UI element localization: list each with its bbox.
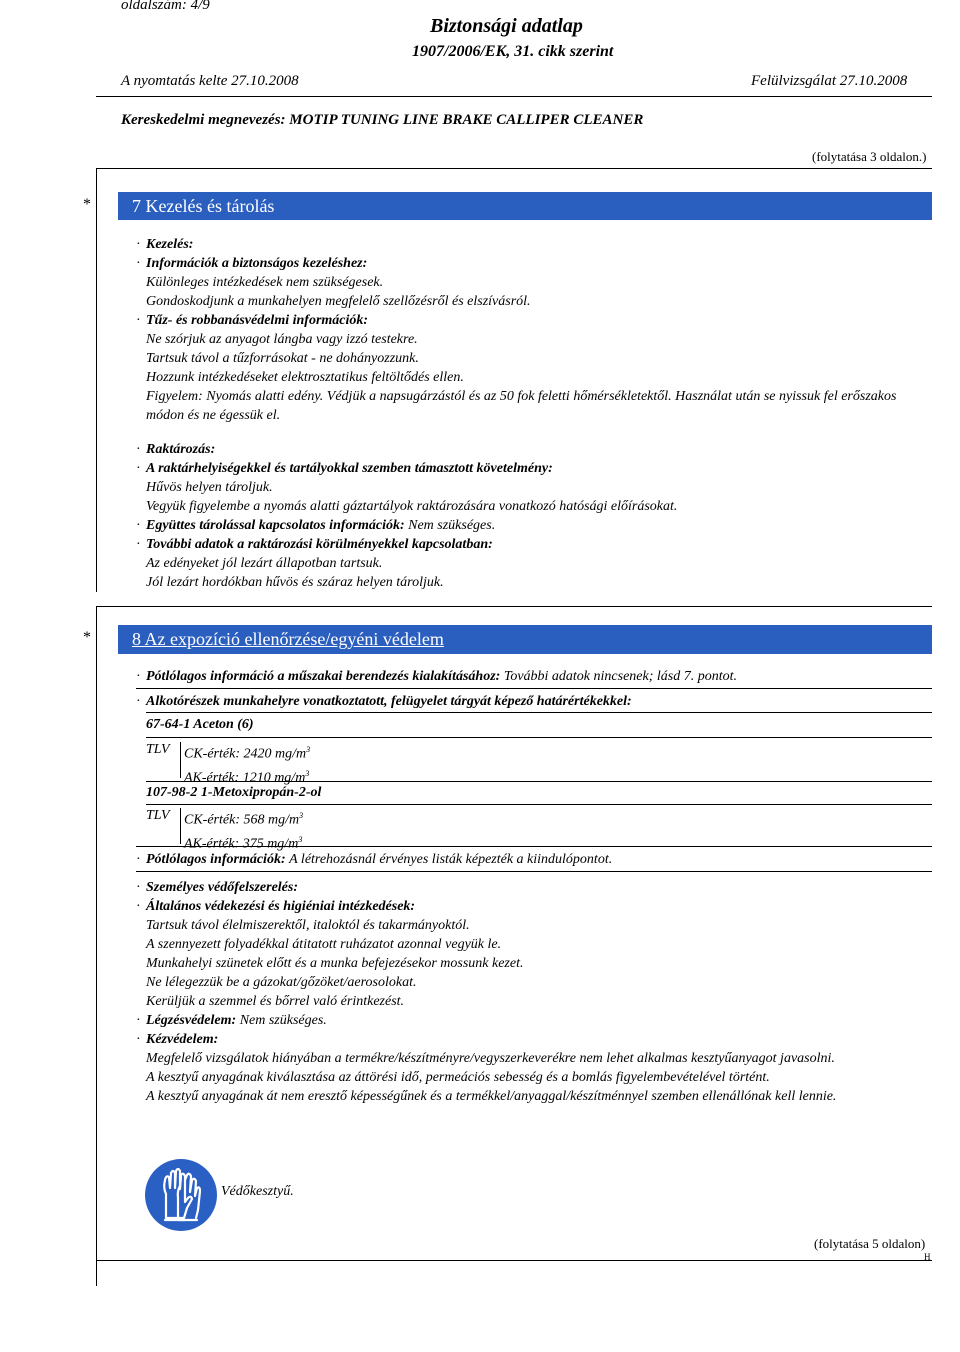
hygiene-line: Ne lélegezzük be a gázokat/gőzöket/aerosolokat. — [146, 975, 417, 990]
ak-value: AK-érték: 375 mg/m — [184, 836, 299, 852]
storage-req-line: Vegyük figyelembe a nyomás alatti gáztartályok raktározására vonatkozó hatósági előírásokat. — [146, 499, 678, 514]
header-bottom-rule — [96, 168, 932, 169]
substance-tlv-block — [146, 740, 546, 786]
continued-on: (folytatása 5 oldalon) — [814, 1236, 926, 1251]
hygiene-line: Tartsuk távol élelmiszerektől, italoktól és takarmányoktól. — [146, 918, 470, 933]
unit-superscript: 3 — [306, 745, 311, 754]
limits-label: Alkotórészek munkahelyre vonatkoztatott, felügyelet tárgyát képező határértékekkel: — [146, 694, 632, 709]
substance-name: 107-98-2 1-Metoxipropán-2-ol — [146, 785, 322, 800]
section8-left-rule — [96, 606, 97, 1286]
substance-name: 67-64-1 Aceton (6) — [146, 717, 254, 732]
glove-caption: Védőkesztyű. — [221, 1184, 294, 1199]
ak-value: AK-érték: 1210 mg/m — [184, 770, 306, 786]
hand-line: A kesztyű anyagának át nem eresztő képességűnek és a termékkel/anyaggal/készítménnyel szemben ellenállónak kell lennie. — [146, 1089, 837, 1104]
additional-info-label: Pótlólagos információk: — [146, 852, 286, 867]
section8-heading — [118, 625, 932, 654]
unit-superscript: 3 — [299, 811, 304, 820]
hygiene-label: Általános védekezési és higiéniai intézkedések: — [146, 899, 416, 914]
continued-from: (folytatása 3 oldalon.) — [812, 149, 927, 164]
storage-req-label: A raktárhelyiségekkel és tartályokkal szemben támasztott követelmény: — [146, 461, 553, 476]
limits-label-row: · Alkotórészek munkahelyre vonatkoztatott, felügyelet tárgyát képező határértékekkel: — [136, 694, 632, 709]
header-rule — [96, 96, 932, 97]
hand-line: Megfelelő vizsgálatok hiányában a termékre/készítményre/vegyszerkeverékre nem lehet alkalmas kesztyűanyagot javasolni. — [146, 1051, 835, 1066]
tlv-label: TLV — [146, 742, 170, 757]
fire-line: Hozzunk intézkedéseket elektrosztatikus feltöltődés ellen. — [146, 370, 464, 385]
document-title: Biztonsági adatlap — [430, 15, 583, 37]
further-storage-label: További adatok a raktározási körülményekkel kapcsolatban: — [146, 537, 493, 552]
tlv-divider — [180, 742, 181, 778]
storage-label: Raktározás: — [146, 442, 216, 457]
unit-superscript: 3 — [305, 768, 310, 778]
revision-date: Felülvizsgálat 27.10.2008 — [751, 73, 908, 89]
print-date: A nyomtatás kelte 27.10.2008 — [121, 73, 299, 89]
country-code: H — [924, 1252, 931, 1262]
additional-design-value: További adatok nincsenek; lásd 7. pontot. — [503, 669, 737, 684]
hand-line: A kesztyű anyagának kiválasztása az áttörési idő, permeációs sebesség és a bomlás figyelembevételével történt. — [146, 1070, 770, 1085]
additional-design-label: Pótlólagos információ a műszakai berendezés kialakításához: — [146, 669, 501, 684]
fire-line: Tartsuk távol a tűzforrásokat - ne dohányozzunk. — [146, 351, 419, 366]
tlv-label: TLV — [146, 808, 170, 823]
section7-left-rule — [96, 168, 97, 592]
section8-change-marker: * — [83, 629, 91, 646]
fire-label: Tűz- és robbanásvédelmi információk: — [146, 313, 369, 328]
further-storage-line: Jól lezárt hordókban hűvös és száraz helyen tároljuk. — [146, 575, 444, 590]
ck-value: CK-érték: 568 mg/m — [184, 812, 300, 828]
substance-rule — [146, 737, 932, 738]
additional-info-rule — [136, 871, 932, 872]
storage-req-line: Hűvös helyen tároljuk. — [146, 480, 273, 495]
handling-label: Kezelés: — [146, 237, 194, 252]
footer-rule — [96, 1260, 932, 1261]
substance-tlv-block — [146, 806, 546, 852]
unit-superscript: 3 — [298, 834, 303, 844]
respiratory-label: Légzésvédelem: — [146, 1013, 237, 1028]
section7-heading — [118, 192, 932, 220]
section8-heading-text: 8 Az expozíció ellenőrzése/egyéni védelem — [132, 629, 444, 649]
additional-info-row: · Pótlólagos információk: A létrehozásnál érvényes listák képezték a kiindulópontot. — [136, 852, 613, 867]
ppe-content: · Személyes védőfelszerelés: · Általános védekezési és higiéniai intézkedések: Tartsuk távol élelmiszerektől, italoktól és takarmányoktól. A szennyezett folyadékkal átitatott ruházatot azonnal vegyük le. Munkahelyi szünetek előtt és a munka befejezésekor mossunk kezet. Ne lélegezzük be a gázokat/gőzöket/aerosolokat. Kerüljük a szemmel és bőrrel való érintkezést. · Légzésvédelem: Nem szükséges. · Kézvédelem: Megfelelő vizsgálatok hiányában a termékre/készítményre/vegyszerkeverékre nem lehet alkalmas kesztyűanyagot javasolni. A kesztyű anyagának kiválasztása az áttörési idő, permeációs sebesség és a bomlás figyelembevételével történt. A kesztyű anyagának át nem eresztő képességűnek és a termékkel/anyaggal/készítménnyel szemben ellenállónak kell lennie. — [136, 878, 931, 1106]
limits-bottom-rule — [136, 846, 932, 847]
section7-heading-text: 7 Kezelés és tárolás — [132, 195, 275, 216]
further-storage-line: Az edényeket jól lezárt állapotban tartsuk. — [146, 556, 383, 571]
joint-storage-value: Nem szükséges. — [408, 518, 496, 533]
section7-content: · Kezelés: · Információk a biztonságos kezeléshez: Különleges intézkedések nem szükségesek. Gondoskodjunk a munkahelyen megfelelő szellőzésről és elszívásról. · Tűz- és robbanásvédelmi információk: Ne szórjuk az anyagot lángba vagy izzó testekre. Tartsuk távol a tűzforrásokat - ne dohányozzunk. Hozzunk intézkedéseket elektrosztatikus feltöltődés ellen. Figyelem: Nyomás alatti edény. Védjük a napsugárzástól és az 50 fok feletti hőmérsékletektől. Használat után se nyissuk fel erőszakos módon és ne égessük el. · Raktározás: · A raktárhelyiségekkel és tartályokkal szemben támasztott követelmény: Hűvös helyen tároljuk. Vegyük figyelembe a nyomás alatti gáztartályok raktározására vonatkozó hatósági előírásokat. · Együttes tárolással kapcsolatos információk: Nem szükséges. · További adatok a raktározási körülményekkel kapcsolatban: Az edényeket jól lezárt állapotban tartsuk. Jól lezárt hordókban hűvös és száraz helyen tároljuk. — [136, 235, 926, 592]
document-subtitle: 1907/2006/EK, 31. cikk szerint — [412, 43, 614, 60]
additional-design-row: · Pótlólagos információ a műszakai berendezés kialakításához: További adatok nincsenek; lásd 7. pontot. — [136, 669, 737, 684]
limits-label-rule — [146, 712, 932, 713]
safe-handling-label: Információk a biztonságos kezeléshez: — [146, 256, 368, 271]
hygiene-line: Kerüljük a szemmel és bőrrel való érintkezést. — [146, 994, 405, 1009]
substance-rule — [146, 804, 932, 805]
limits-top-rule — [136, 688, 932, 689]
ck-value: CK-érték: 2420 mg/m — [184, 746, 307, 762]
hygiene-line: A szennyezett folyadékkal átitatott ruházatot azonnal vegyük le. — [146, 937, 502, 952]
safe-handling-line: Különleges intézkedések nem szükségesek. — [146, 275, 384, 290]
respiratory-value: Nem szükséges. — [239, 1013, 327, 1028]
fire-line: Figyelem: Nyomás alatti edény. Védjük a napsugárzástól és az 50 fok feletti hőmérsékletektől. Használat után se nyissuk fel erőszakos módon és ne égessük el. — [146, 389, 897, 423]
joint-storage-label: Együttes tárolással kapcsolatos információk: — [146, 518, 405, 533]
substance-rule — [146, 781, 932, 782]
trade-name: Kereskedelmi megnevezés: MOTIP TUNING LINE BRAKE CALLIPER CLEANER — [121, 112, 644, 128]
hand-label: Kézvédelem: — [146, 1032, 219, 1047]
gloves-icon — [144, 1158, 218, 1232]
fire-line: Ne szórjuk az anyagot lángba vagy izzó testekre. — [146, 332, 418, 347]
tlv-divider — [180, 808, 181, 844]
page-number: oldalszám: 4/9 — [121, 0, 210, 13]
additional-info-value: A létrehozásnál érvényes listák képezték a kiindulópontot. — [289, 852, 613, 867]
section8-top-rule — [96, 606, 932, 607]
section7-change-marker: * — [83, 196, 91, 213]
safe-handling-line: Gondoskodjunk a munkahelyen megfelelő szellőzésről és elszívásról. — [146, 294, 531, 309]
hygiene-line: Munkahelyi szünetek előtt és a munka befejezésekor mossunk kezet. — [146, 956, 524, 971]
ppe-label: Személyes védőfelszerelés: — [146, 880, 298, 895]
